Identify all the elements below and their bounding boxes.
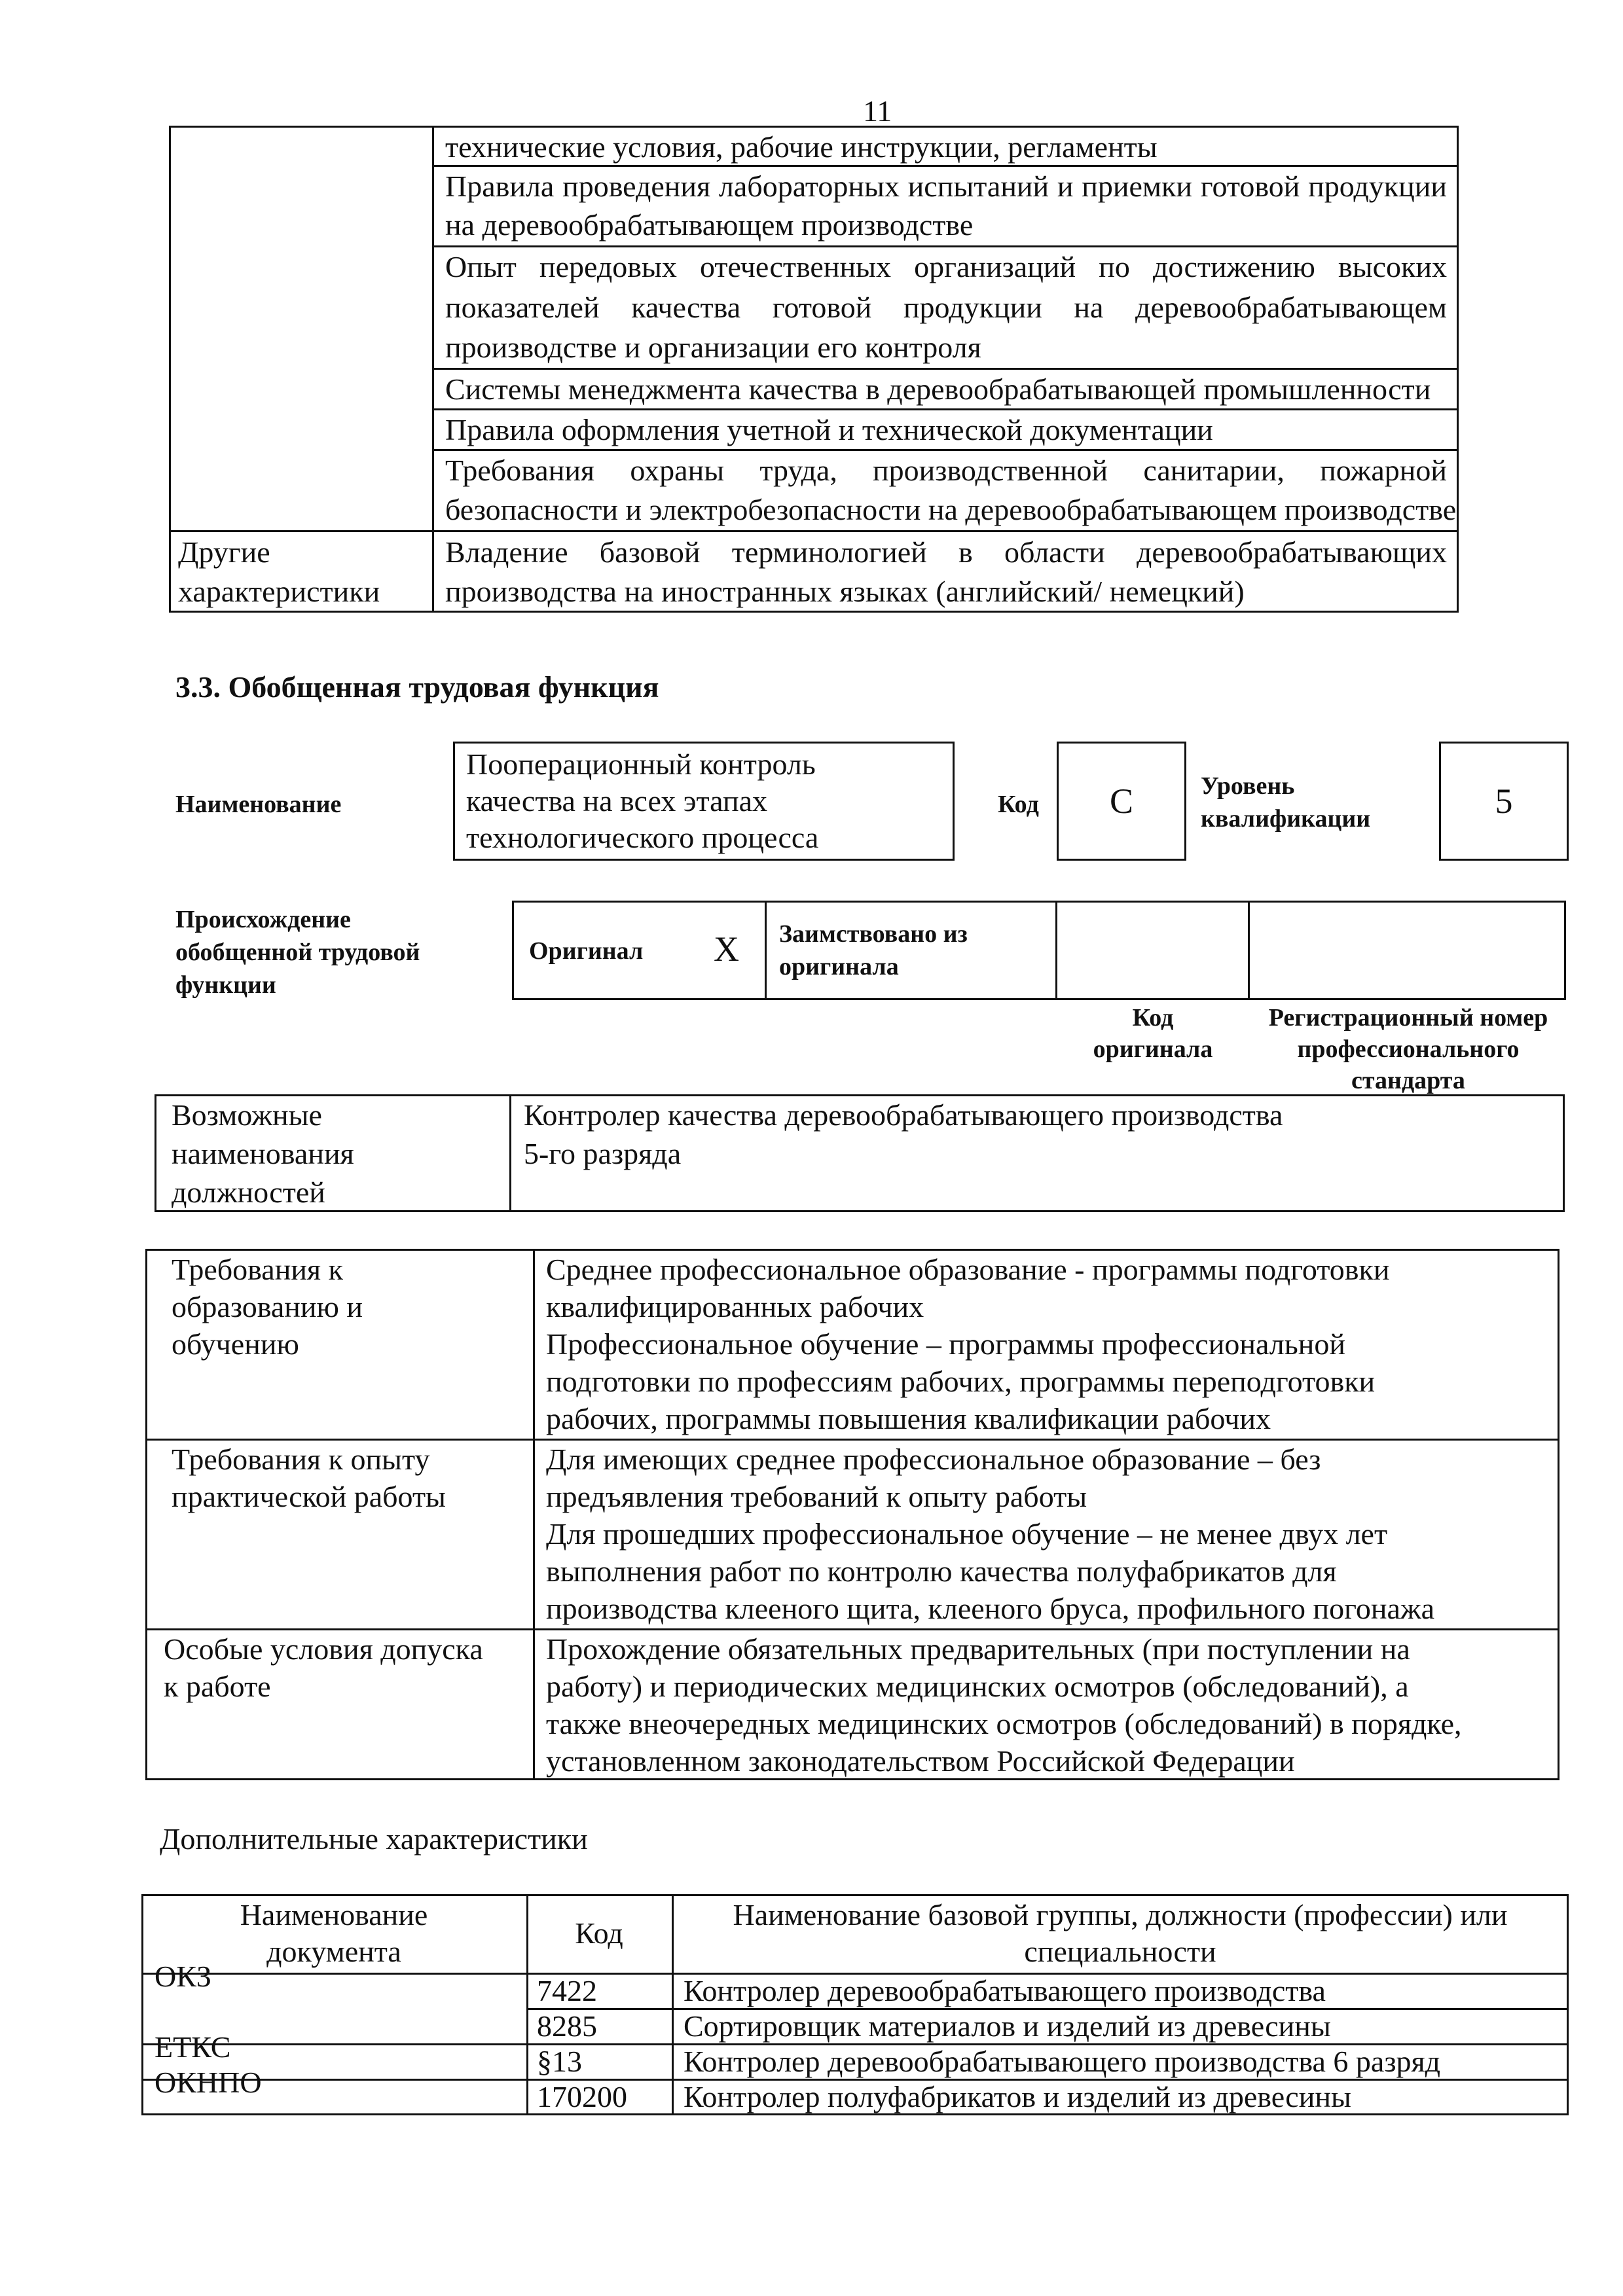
- page-number: 11: [863, 94, 892, 128]
- gtf-name-2: качества на всех этапах: [466, 784, 767, 817]
- spec-line-1: Прохождение обязательных предварительных (при поступлении на: [546, 1632, 1410, 1666]
- exp-line-3: Для прошедших профессиональное обучение – не менее двух лет: [546, 1517, 1388, 1551]
- top-row-3-line-2: показателей качества готовой продукции на деревообрабатывающем: [445, 291, 1447, 324]
- top-row-1: технические условия, рабочие инструкции, регламенты: [445, 130, 1158, 164]
- add-row-name: Сортировщик материалов и изделий из древесины: [684, 2009, 1331, 2043]
- other-value-1: Владение базовой терминологией в области деревообрабатывающих: [445, 535, 1447, 569]
- add-row-code: 7422: [537, 1974, 597, 2007]
- top-row-6-line-2: безопасности и электробезопасности на деревообрабатывающем производстве: [445, 493, 1457, 526]
- add-row-code: §13: [537, 2045, 582, 2078]
- gtf-code-value: C: [1109, 781, 1134, 821]
- top-row-2-line-1: Правила проведения лабораторных испытаний и приемки готовой продукции: [445, 170, 1447, 203]
- positions-label-2: наименования: [172, 1137, 354, 1170]
- positions-value-1: Контролер качества деревообрабатывающего производства: [524, 1098, 1283, 1132]
- origin-code-caption-1: Код: [1132, 1004, 1174, 1031]
- additional-heading: Дополнительные характеристики: [160, 1822, 588, 1856]
- add-row-code: 170200: [537, 2080, 627, 2113]
- origin-label-1: Происхождение: [175, 906, 351, 933]
- top-row-5: Правила оформления учетной и технической документации: [445, 413, 1213, 446]
- origin-borrowed-1: Заимствовано из: [779, 920, 968, 948]
- spec-line-2: работу) и периодических медицинских осмотров (обследований), а: [546, 1670, 1409, 1703]
- edu-line-1: Среднее профессиональное образование - программы подготовки: [546, 1253, 1390, 1286]
- col-doc-1: Наименование: [240, 1898, 428, 1931]
- section-heading: 3.3. Обобщенная трудовая функция: [175, 670, 659, 704]
- gtf-level-label-1: Уровень: [1201, 772, 1295, 800]
- edu-line-2: квалифицированных рабочих: [546, 1290, 924, 1323]
- origin-label-3: функции: [175, 971, 276, 999]
- gtf-name-label: Наименование: [175, 791, 342, 818]
- exp-label-2: практической работы: [172, 1480, 446, 1513]
- exp-label-1: Требования к опыту: [172, 1443, 430, 1476]
- exp-line-4: выполнения работ по контролю качества полуфабрикатов для: [546, 1554, 1337, 1588]
- col-name-2: специальности: [1024, 1935, 1216, 1968]
- gtf-name-1: Пооперационный контроль: [466, 747, 816, 781]
- origin-mark: X: [714, 929, 739, 969]
- gtf-level-value: 5: [1495, 781, 1513, 821]
- edu-line-3: Профессиональное обучение – программы профессиональной: [546, 1327, 1345, 1361]
- add-row-doc: ОКЗ: [155, 1960, 211, 1993]
- add-row-doc: ЕТКС: [155, 2030, 231, 2064]
- spec-label-1: Особые условия допуска: [164, 1632, 483, 1666]
- other-value-2: производства на иностранных языках (английский/ немецкий): [445, 575, 1245, 608]
- origin-code-caption-2: оригинала: [1093, 1035, 1213, 1063]
- origin-reg-caption-1: Регистрационный номер: [1268, 1004, 1548, 1031]
- positions-label-3: должностей: [172, 1175, 325, 1209]
- add-row-doc: ОКНПО: [155, 2066, 262, 2099]
- spec-line-3: также внеочередных медицинских осмотров (обследований) в порядке,: [546, 1707, 1462, 1740]
- col-name-1: Наименование базовой группы, должности (профессии) или: [733, 1898, 1508, 1931]
- other-label-2: характеристики: [178, 575, 380, 608]
- origin-label-2: обобщенной трудовой: [175, 939, 420, 966]
- origin-reg-caption-2: профессионального: [1297, 1035, 1520, 1063]
- edu-label-1: Требования к: [172, 1253, 343, 1286]
- positions-label-1: Возможные: [172, 1098, 322, 1132]
- top-row-3-line-1: Опыт передовых отечественных организаций по достижению высоких: [445, 250, 1447, 283]
- edu-line-4: подготовки по профессиям рабочих, программы переподготовки: [546, 1365, 1376, 1398]
- gtf-code-label: Код: [998, 791, 1039, 818]
- origin-reg-caption-3: стандарта: [1351, 1067, 1465, 1094]
- edu-line-5: рабочих, программы повышения квалификации рабочих: [546, 1402, 1271, 1435]
- origin-original: Оригинал: [529, 937, 644, 965]
- spec-label-2: к работе: [164, 1670, 271, 1703]
- spec-line-4: установленном законодательством Российской Федерации: [546, 1744, 1295, 1778]
- add-row-name: Контролер деревообрабатывающего производства 6 разряд: [684, 2045, 1441, 2078]
- edu-label-3: обучению: [172, 1327, 299, 1361]
- col-code: Код: [575, 1916, 623, 1950]
- add-row-name: Контролер полуфабрикатов и изделий из древесины: [684, 2080, 1351, 2113]
- exp-line-2: предъявления требований к опыту работы: [546, 1480, 1087, 1513]
- top-row-3-line-3: производстве и организации его контроля: [445, 331, 981, 364]
- col-doc-2: документа: [266, 1935, 401, 1968]
- top-row-4: Системы менеджмента качества в деревообрабатывающей промышленности: [445, 372, 1431, 406]
- add-row-code: 8285: [537, 2009, 597, 2043]
- exp-line-5: производства клееного щита, клееного бруса, профильного погонажа: [546, 1592, 1435, 1625]
- top-row-2-line-2: на деревообрабатывающем производстве: [445, 208, 974, 242]
- other-label-1: Другие: [178, 535, 270, 569]
- gtf-level-label-2: квалификации: [1201, 805, 1371, 833]
- gtf-name-3: технологического процесса: [466, 821, 819, 854]
- add-row-name: Контролер деревообрабатывающего производства: [684, 1974, 1326, 2007]
- edu-label-2: образованию и: [172, 1290, 363, 1323]
- top-row-6-line-1: Требования охраны труда, производственной санитарии, пожарной: [445, 454, 1447, 487]
- positions-value-2: 5-го разряда: [524, 1137, 682, 1170]
- origin-borrowed-2: оригинала: [779, 953, 899, 980]
- exp-line-1: Для имеющих среднее профессиональное образование – без: [546, 1443, 1321, 1476]
